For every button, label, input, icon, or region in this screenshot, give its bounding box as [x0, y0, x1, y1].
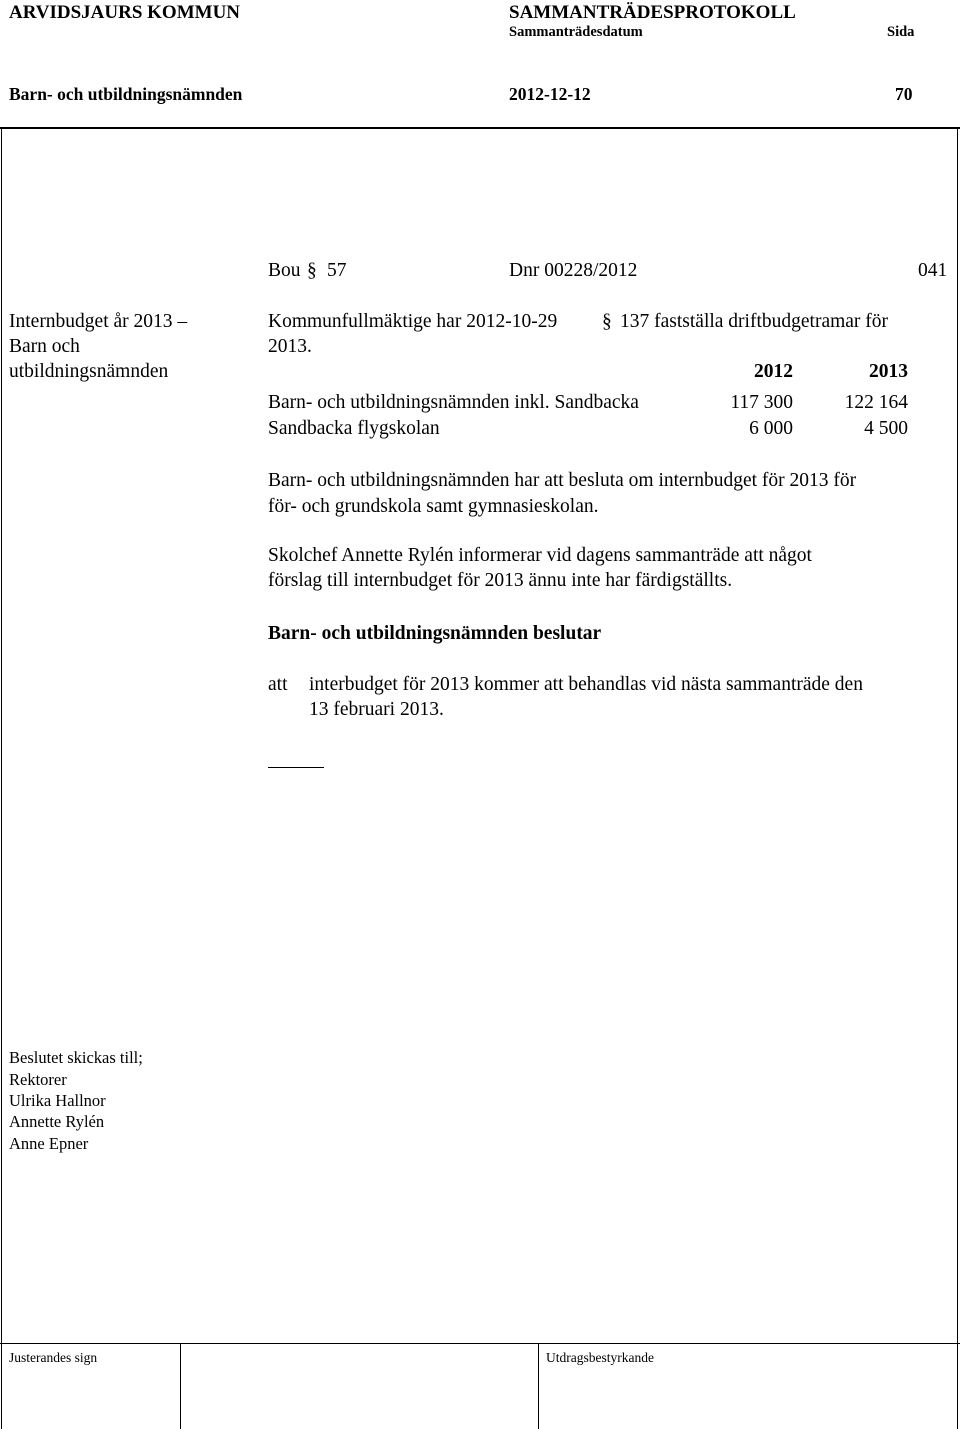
justerandes-sign-label: Justerandes sign	[9, 1350, 98, 1365]
utdragsbestyrkande-label: Utdragsbestyrkande	[546, 1350, 654, 1365]
att-clause-line1: interbudget för 2013 kommer att behandlas vid nästa sammanträde den	[309, 674, 863, 695]
decision-heading: Barn- och utbildningsnämnden beslutar	[268, 623, 602, 644]
page-number: 70	[895, 84, 913, 104]
footer-divider	[538, 1343, 539, 1429]
recipient: Anne Epner	[9, 1134, 89, 1153]
recipient: Annette Rylén	[9, 1112, 105, 1131]
att-clause-line2: 13 februari 2013.	[309, 699, 444, 720]
meeting-date: 2012-12-12	[509, 84, 591, 104]
budget-row-value-2012: 6 000	[749, 418, 793, 439]
right-border	[957, 127, 958, 1429]
intro-text-b: 137 fastställa driftbudgetramar för	[620, 311, 889, 332]
end-separator	[268, 767, 324, 768]
intro-text-line2: 2013.	[268, 336, 312, 357]
intro-text-a: Kommunfullmäktige har 2012-10-29	[268, 311, 558, 332]
left-border	[1, 127, 2, 1429]
side-heading-line1: Internbudget år 2013 –	[9, 311, 188, 332]
paragraph-number: 57	[327, 260, 347, 281]
side-heading-line2: Barn och	[9, 336, 80, 357]
paragraph-1-line2: för- och grundskola samt gymnasieskolan.	[268, 496, 599, 517]
board-name: Barn- och utbildningsnämnden	[9, 84, 243, 104]
sent-to-heading: Beslutet skickas till;	[9, 1048, 143, 1067]
recipient: Rektorer	[9, 1070, 67, 1089]
archive-code: 041	[918, 260, 948, 281]
budget-row-value-2013: 4 500	[864, 418, 908, 439]
paragraph-2-line1: Skolchef Annette Rylén informerar vid dagens sammanträde att något	[268, 545, 812, 566]
paragraph-1-line1: Barn- och utbildningsnämnden har att besluta om internbudget för 2013 för	[268, 470, 857, 491]
diary-number: Dnr 00228/2012	[509, 260, 638, 281]
date-label: Sammanträdesdatum	[509, 24, 643, 40]
budget-header-2013: 2013	[869, 361, 908, 382]
recipient: Ulrika Hallnor	[9, 1091, 106, 1110]
side-heading-line3: utbildningsnämnden	[9, 361, 169, 382]
paragraph-2-line2: förslag till internbudget för 2013 ännu inte har färdigställts.	[268, 570, 733, 591]
page-label: Sida	[887, 24, 915, 40]
document-type: SAMMANTRÄDESPROTOKOLL	[509, 2, 796, 23]
org-name: ARVIDSJAURS KOMMUN	[9, 2, 241, 23]
budget-row-value-2013: 122 164	[844, 392, 908, 413]
paragraph-label: Bou	[268, 260, 301, 281]
footer-divider	[180, 1343, 181, 1429]
att-label: att	[268, 674, 288, 695]
footer-rule	[0, 1343, 960, 1344]
intro-section-sign: §	[602, 311, 612, 332]
budget-header-2012: 2012	[754, 361, 793, 382]
budget-row-label: Barn- och utbildningsnämnden inkl. Sandbacka	[268, 392, 639, 413]
top-rule	[0, 127, 960, 129]
budget-row-label: Sandbacka flygskolan	[268, 418, 440, 439]
budget-row-value-2012: 117 300	[730, 392, 793, 413]
section-sign: §	[307, 260, 317, 281]
